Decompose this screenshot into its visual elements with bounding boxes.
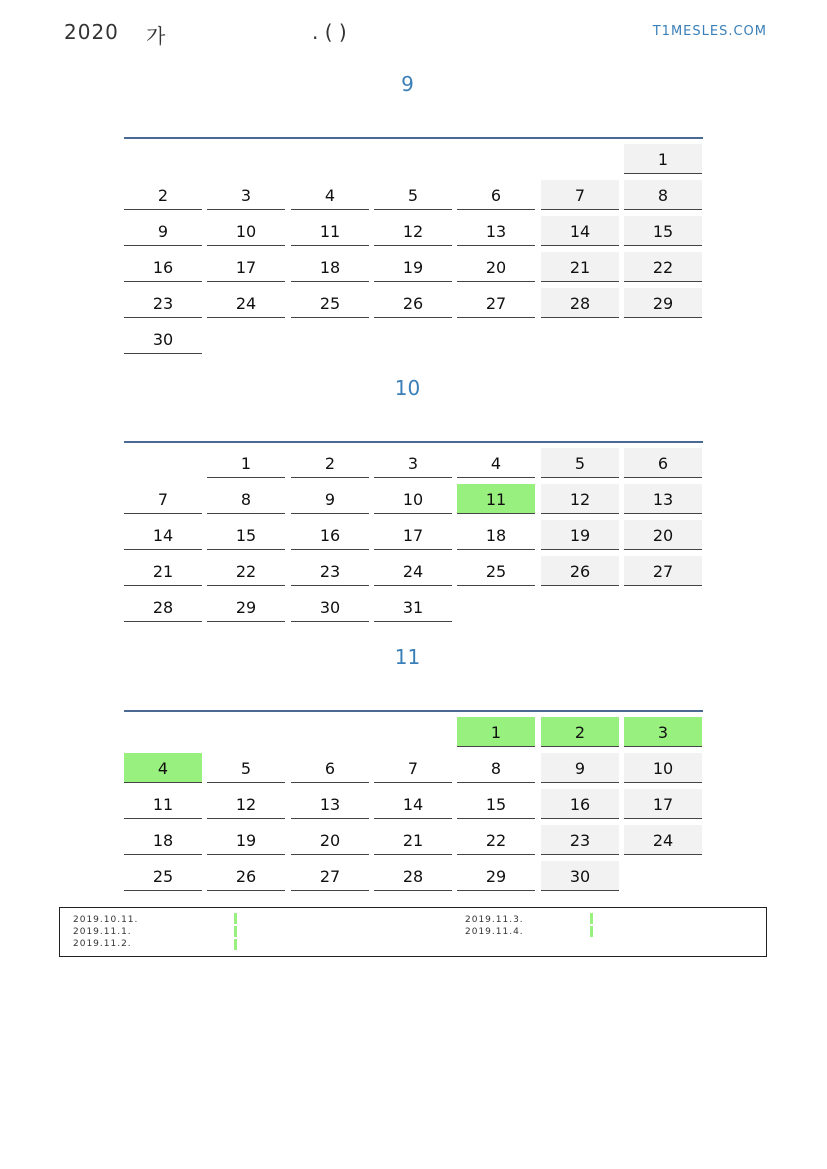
day-cell[interactable]: 7 xyxy=(374,753,452,783)
day-cell[interactable]: 2 xyxy=(124,180,202,210)
day-cell[interactable]: 5 xyxy=(541,448,619,478)
grid-top-divider xyxy=(124,441,703,443)
day-cell[interactable]: 15 xyxy=(624,216,702,246)
day-cell[interactable]: 26 xyxy=(541,556,619,586)
day-cell[interactable]: 9 xyxy=(124,216,202,246)
day-cell[interactable]: 10 xyxy=(624,753,702,783)
day-cell[interactable]: 22 xyxy=(457,825,535,855)
page-header xyxy=(64,18,767,48)
day-cell[interactable]: 13 xyxy=(624,484,702,514)
day-cell[interactable]: 3 xyxy=(374,448,452,478)
day-cell[interactable]: 31 xyxy=(374,592,452,622)
header-ga-text: 가 xyxy=(146,24,166,48)
day-cell[interactable]: 23 xyxy=(124,288,202,318)
day-cell[interactable]: 16 xyxy=(124,252,202,282)
day-cell[interactable]: 27 xyxy=(624,556,702,586)
grid-top-divider xyxy=(124,137,703,139)
day-cell[interactable]: 22 xyxy=(624,252,702,282)
day-cell[interactable]: 7 xyxy=(541,180,619,210)
day-cell[interactable]: 29 xyxy=(624,288,702,318)
day-cell[interactable]: 12 xyxy=(374,216,452,246)
day-cell[interactable]: 21 xyxy=(541,252,619,282)
day-cell[interactable]: 10 xyxy=(207,216,285,246)
day-cell[interactable]: 8 xyxy=(207,484,285,514)
day-cell[interactable]: 15 xyxy=(457,789,535,819)
day-cell[interactable]: 4 xyxy=(457,448,535,478)
legend-date: 2019.10.11. xyxy=(73,915,139,925)
grid-top-divider xyxy=(124,710,703,712)
day-cell[interactable]: 11 xyxy=(124,789,202,819)
site-logo-text[interactable]: T1MESLES.COM xyxy=(652,24,767,39)
day-cell[interactable]: 12 xyxy=(207,789,285,819)
day-cell[interactable]: 3 xyxy=(207,180,285,210)
holiday-legend xyxy=(59,907,767,957)
day-cell[interactable]: 9 xyxy=(541,753,619,783)
day-cell[interactable]: 2 xyxy=(541,717,619,747)
day-cell[interactable]: 14 xyxy=(124,520,202,550)
day-cell[interactable]: 8 xyxy=(624,180,702,210)
day-cell[interactable]: 24 xyxy=(207,288,285,318)
day-cell[interactable]: 15 xyxy=(207,520,285,550)
header-paren-text: . ( ) xyxy=(312,20,347,44)
day-cell[interactable]: 20 xyxy=(624,520,702,550)
day-cell[interactable]: 4 xyxy=(124,753,202,783)
legend-date: 2019.11.3. xyxy=(465,915,524,925)
legend-color-swatch xyxy=(234,939,237,950)
day-cell[interactable]: 23 xyxy=(291,556,369,586)
day-cell[interactable]: 9 xyxy=(291,484,369,514)
day-cell[interactable]: 25 xyxy=(124,861,202,891)
day-cell[interactable]: 3 xyxy=(624,717,702,747)
day-cell[interactable]: 1 xyxy=(457,717,535,747)
day-cell[interactable]: 4 xyxy=(291,180,369,210)
day-cell[interactable]: 30 xyxy=(124,324,202,354)
day-cell[interactable]: 8 xyxy=(457,753,535,783)
legend-date: 2019.11.1. xyxy=(73,927,132,937)
legend-date: 2019.11.4. xyxy=(465,927,524,937)
day-cell[interactable]: 25 xyxy=(291,288,369,318)
legend-date: 2019.11.2. xyxy=(73,939,132,949)
day-cell[interactable]: 18 xyxy=(291,252,369,282)
day-cell[interactable]: 27 xyxy=(291,861,369,891)
day-cell[interactable]: 11 xyxy=(291,216,369,246)
day-cell[interactable]: 19 xyxy=(207,825,285,855)
day-cell[interactable]: 12 xyxy=(541,484,619,514)
day-cell[interactable]: 23 xyxy=(541,825,619,855)
day-cell[interactable]: 10 xyxy=(374,484,452,514)
day-cell[interactable]: 14 xyxy=(374,789,452,819)
day-cell[interactable]: 19 xyxy=(374,252,452,282)
month-title: 11 xyxy=(394,645,421,669)
day-cell[interactable]: 1 xyxy=(207,448,285,478)
day-cell[interactable]: 27 xyxy=(457,288,535,318)
day-cell[interactable]: 28 xyxy=(124,592,202,622)
day-cell[interactable]: 6 xyxy=(457,180,535,210)
legend-color-swatch xyxy=(590,913,593,924)
day-cell[interactable]: 5 xyxy=(374,180,452,210)
day-cell[interactable]: 6 xyxy=(624,448,702,478)
month-title: 10 xyxy=(394,376,421,400)
legend-color-swatch xyxy=(234,913,237,924)
day-cell[interactable]: 14 xyxy=(541,216,619,246)
legend-color-swatch xyxy=(590,926,593,937)
day-cell[interactable]: 30 xyxy=(541,861,619,891)
day-cell[interactable]: 19 xyxy=(541,520,619,550)
day-cell[interactable]: 16 xyxy=(291,520,369,550)
day-cell[interactable]: 26 xyxy=(207,861,285,891)
day-cell[interactable]: 17 xyxy=(374,520,452,550)
day-cell[interactable]: 2 xyxy=(291,448,369,478)
day-cell[interactable]: 24 xyxy=(374,556,452,586)
day-cell[interactable]: 11 xyxy=(457,484,535,514)
day-cell[interactable]: 5 xyxy=(207,753,285,783)
day-cell[interactable]: 13 xyxy=(291,789,369,819)
day-cell[interactable]: 20 xyxy=(291,825,369,855)
day-cell[interactable]: 17 xyxy=(207,252,285,282)
day-cell[interactable]: 22 xyxy=(207,556,285,586)
day-cell[interactable]: 29 xyxy=(457,861,535,891)
day-cell[interactable]: 13 xyxy=(457,216,535,246)
legend-color-swatch xyxy=(234,926,237,937)
day-cell[interactable]: 6 xyxy=(291,753,369,783)
day-cell[interactable]: 7 xyxy=(124,484,202,514)
day-cell[interactable]: 21 xyxy=(124,556,202,586)
day-cell[interactable]: 29 xyxy=(207,592,285,622)
day-cell[interactable]: 18 xyxy=(457,520,535,550)
day-cell[interactable]: 21 xyxy=(374,825,452,855)
year-label: 2020 xyxy=(64,20,119,44)
day-cell[interactable]: 30 xyxy=(291,592,369,622)
day-cell[interactable]: 17 xyxy=(624,789,702,819)
day-cell[interactable]: 16 xyxy=(541,789,619,819)
day-cell[interactable]: 25 xyxy=(457,556,535,586)
month-title: 9 xyxy=(401,72,414,96)
day-cell[interactable]: 1 xyxy=(624,144,702,174)
day-cell[interactable]: 24 xyxy=(624,825,702,855)
day-cell[interactable]: 26 xyxy=(374,288,452,318)
day-cell[interactable]: 20 xyxy=(457,252,535,282)
day-cell[interactable]: 18 xyxy=(124,825,202,855)
day-cell[interactable]: 28 xyxy=(374,861,452,891)
day-cell[interactable]: 28 xyxy=(541,288,619,318)
